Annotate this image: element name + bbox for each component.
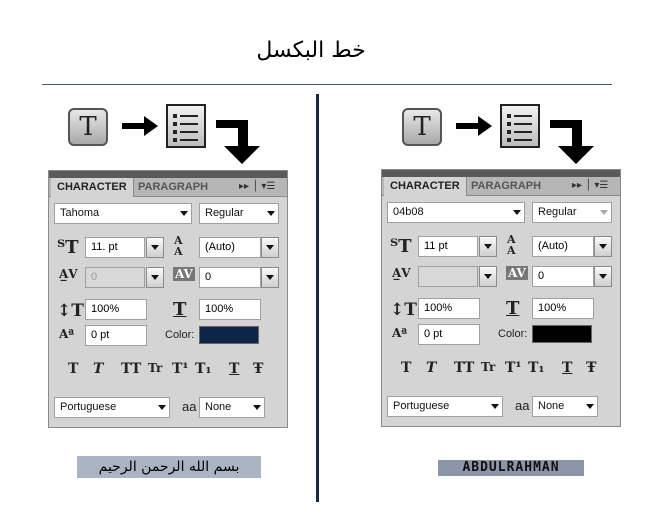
- chevron-down-icon: [253, 405, 261, 410]
- vertical-scale-icon: ↕T: [390, 300, 417, 320]
- color-swatch[interactable]: [199, 326, 259, 344]
- arabic-sample-text: بسم الله الرحمن الرحيم: [77, 456, 261, 478]
- superscript-button[interactable]: T¹: [505, 360, 522, 376]
- antialias-dropdown[interactable]: [199, 397, 265, 418]
- leading-dropdown-button[interactable]: [594, 236, 612, 257]
- chevron-down-icon: [600, 210, 608, 215]
- horizontal-scale-field[interactable]: 100%: [532, 298, 594, 319]
- type-tool-icon[interactable]: T: [68, 108, 108, 146]
- title-divider: [42, 84, 612, 85]
- language-dropdown[interactable]: [387, 396, 503, 417]
- baseline-shift-icon: Aª: [59, 327, 75, 341]
- paragraph-panel-icon[interactable]: [166, 104, 206, 148]
- chevron-down-icon: [586, 404, 594, 409]
- language-dropdown[interactable]: [54, 397, 170, 418]
- color-swatch[interactable]: [532, 325, 592, 343]
- arrow-right-icon: [120, 114, 160, 138]
- font-size-icon: ᵀT: [390, 236, 412, 257]
- font-style-value: Regular: [538, 206, 577, 218]
- tab-character[interactable]: CHARACTER: [384, 177, 467, 196]
- chevron-down-icon: [513, 210, 521, 215]
- leading-icon: A A: [174, 234, 183, 258]
- faux-bold-button[interactable]: T: [401, 360, 412, 376]
- vertical-scale-field[interactable]: 100%: [418, 298, 480, 319]
- font-size-dropdown-button[interactable]: [479, 236, 497, 257]
- tab-paragraph[interactable]: PARAGRAPH: [138, 181, 209, 193]
- horizontal-scale-icon: T: [173, 299, 187, 320]
- antialias-value: None: [205, 401, 232, 413]
- tracking-dropdown-button[interactable]: [261, 267, 279, 288]
- arrow-bend-down-icon: [216, 116, 264, 166]
- tracking-icon: AV: [175, 267, 193, 281]
- strikethrough-button[interactable]: Ŧ: [253, 361, 264, 377]
- font-family-value: Tahoma: [60, 207, 100, 219]
- tracking-field[interactable]: 0: [199, 267, 261, 288]
- right-flow: [402, 104, 602, 164]
- all-caps-button[interactable]: TT: [121, 361, 142, 377]
- kerning-field[interactable]: [418, 266, 478, 287]
- superscript-button[interactable]: T¹: [172, 361, 189, 377]
- leading-field[interactable]: (Auto): [532, 236, 594, 257]
- tab-bar: [49, 178, 287, 197]
- baseline-shift-field[interactable]: 0 pt: [85, 325, 147, 346]
- antialias-value: None: [538, 400, 565, 412]
- character-panel-right: [381, 169, 621, 427]
- baseline-shift-field[interactable]: 0 pt: [418, 324, 480, 345]
- chevron-down-icon: [180, 211, 188, 216]
- kerning-dropdown-button[interactable]: [479, 266, 497, 287]
- pixel-sample-text: ABDULRAHMAN: [438, 460, 584, 476]
- type-tool-icon[interactable]: T: [402, 108, 442, 146]
- faux-bold-button[interactable]: T: [68, 361, 79, 377]
- tab-bar: [382, 177, 620, 196]
- underline-button[interactable]: T: [229, 361, 240, 377]
- faux-italic-button[interactable]: T: [93, 361, 104, 377]
- font-size-field[interactable]: 11. pt: [85, 237, 145, 258]
- arrow-right-icon: [454, 114, 494, 138]
- chevron-down-icon: [267, 211, 275, 216]
- font-style-dropdown[interactable]: [532, 202, 612, 223]
- font-size-icon: ᵀT: [57, 237, 79, 258]
- subscript-button[interactable]: T₁: [195, 361, 212, 377]
- antialias-icon: aa: [182, 399, 197, 414]
- antialias-icon: aa: [515, 398, 530, 413]
- page-title: خط البكسل: [256, 38, 366, 63]
- kerning-icon: A̲V: [392, 266, 411, 280]
- leading-field[interactable]: (Auto): [199, 237, 261, 258]
- font-family-value: 04b08: [393, 206, 424, 218]
- vertical-scale-icon: ↕T: [57, 301, 84, 321]
- language-value: Portuguese: [393, 400, 450, 412]
- small-caps-button[interactable]: Tr: [481, 360, 496, 374]
- center-divider: [316, 94, 319, 502]
- character-panel-left: [48, 170, 288, 428]
- baseline-shift-icon: Aª: [392, 326, 408, 340]
- leading-dropdown-button[interactable]: [261, 237, 279, 258]
- kerning-icon: A̲V: [59, 267, 78, 281]
- subscript-button[interactable]: T₁: [528, 360, 545, 376]
- left-flow: [68, 104, 268, 164]
- vertical-scale-field[interactable]: 100%: [85, 299, 147, 320]
- antialias-dropdown[interactable]: [532, 396, 598, 417]
- tracking-field[interactable]: 0: [532, 266, 594, 287]
- tab-paragraph[interactable]: PARAGRAPH: [471, 180, 542, 192]
- panel-menu-icon[interactable]: ▸▸ │ ▾☰: [239, 181, 276, 192]
- color-label: Color:: [498, 328, 528, 340]
- font-style-value: Regular: [205, 207, 244, 219]
- arrow-bend-down-icon: [550, 116, 598, 166]
- kerning-dropdown-button[interactable]: [146, 267, 164, 288]
- font-family-dropdown[interactable]: [54, 203, 192, 224]
- horizontal-scale-field[interactable]: 100%: [199, 299, 261, 320]
- font-family-dropdown[interactable]: [387, 202, 525, 223]
- tracking-icon: AV: [508, 266, 526, 280]
- horizontal-scale-icon: T: [506, 298, 520, 319]
- faux-italic-button[interactable]: T: [426, 360, 437, 376]
- language-value: Portuguese: [60, 401, 117, 413]
- color-label: Color:: [165, 329, 195, 341]
- panel-menu-icon[interactable]: ▸▸ │ ▾☰: [572, 180, 609, 191]
- font-size-dropdown-button[interactable]: [146, 237, 164, 258]
- font-style-dropdown[interactable]: [199, 203, 279, 224]
- underline-button[interactable]: T: [562, 360, 573, 376]
- font-size-field[interactable]: 11 pt: [418, 236, 478, 257]
- chevron-down-icon: [158, 405, 166, 410]
- chevron-down-icon: [491, 404, 499, 409]
- all-caps-button[interactable]: TT: [454, 360, 475, 376]
- kerning-field[interactable]: 0: [85, 267, 145, 288]
- tracking-dropdown-button[interactable]: [594, 266, 612, 287]
- tab-character[interactable]: CHARACTER: [51, 178, 134, 197]
- paragraph-panel-icon[interactable]: [500, 104, 540, 148]
- leading-icon: A A: [507, 233, 516, 257]
- small-caps-button[interactable]: Tr: [148, 361, 163, 375]
- strikethrough-button[interactable]: Ŧ: [586, 360, 597, 376]
